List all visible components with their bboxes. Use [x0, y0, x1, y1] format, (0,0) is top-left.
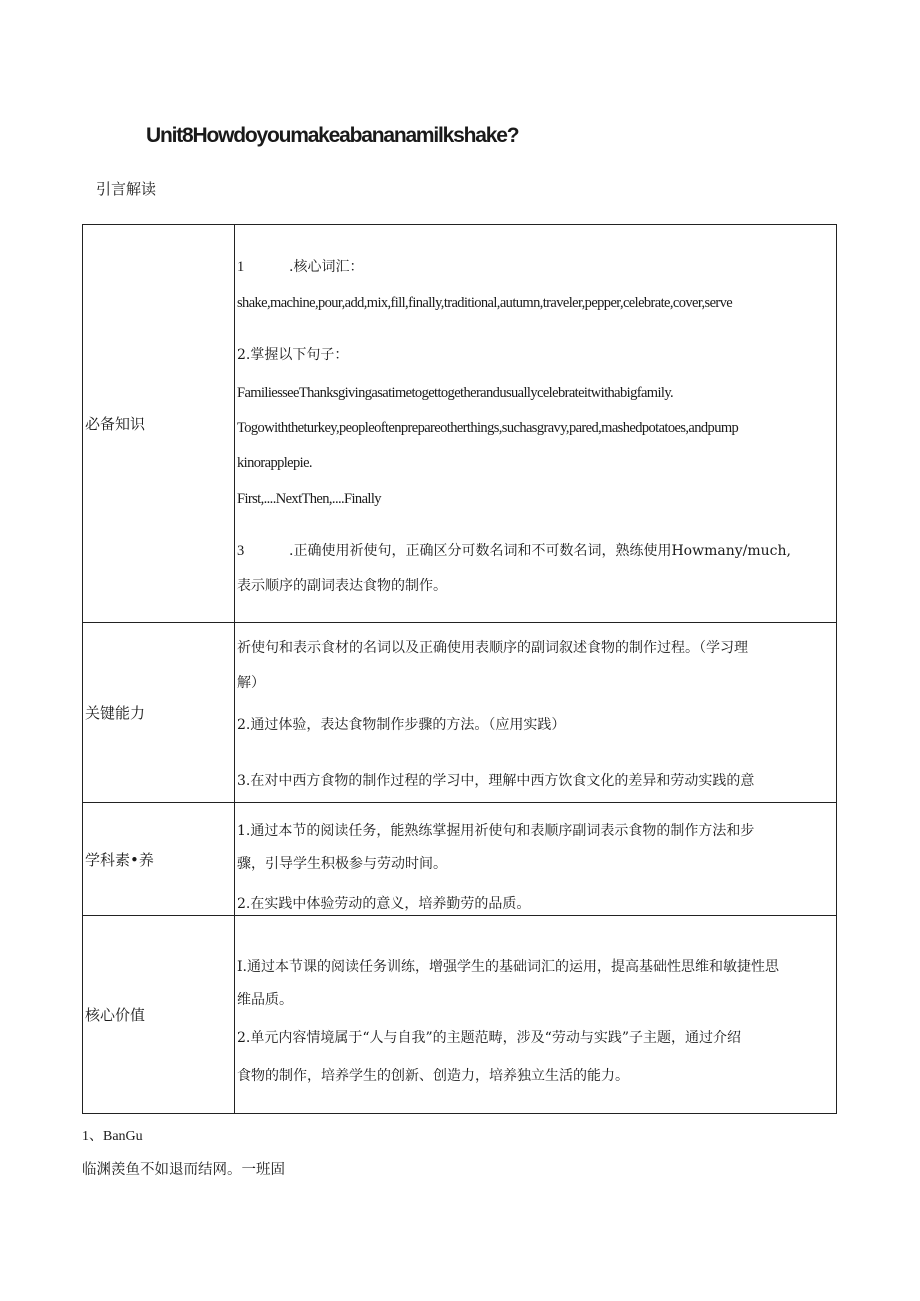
ability-item-1: 祈使句和表示食材的名词以及正确使用表顺序的副词叙述食物的制作过程。（学习理	[237, 640, 748, 656]
literacy-content	[235, 803, 836, 915]
knowledge-item-3: 3 .正确使用祈使句，正确区分可数名词和不可数名词，熟练使用Howmany/much,	[237, 543, 791, 559]
values-item-2: 2.单元内容情境属于“人与自我”的主题范畴，涉及“劳动与实践”子主题，通过介绍	[237, 1030, 741, 1046]
knowledge-item-2: 2.掌握以下句子：	[237, 347, 349, 363]
ability-item-3: 3.在对中西方食物的制作过程的学习中，理解中西方饮食文化的差异和劳动实践的意	[237, 773, 755, 789]
row-label-cell	[83, 623, 235, 803]
table-row-knowledge	[83, 225, 837, 623]
knowledge-content	[235, 225, 836, 622]
quote-source: 1、BanGu	[82, 1129, 143, 1144]
values-content	[235, 916, 836, 1113]
row-label-cell	[83, 803, 235, 916]
ability-item-2: 2.通过体验，表达食物制作步骤的方法。（应用实践）	[237, 717, 566, 733]
quote-text: 临渊羡鱼不如退而结网。一班固	[82, 1162, 285, 1178]
row-label-knowledge: 必备知识	[85, 415, 146, 433]
row-content-cell	[235, 623, 837, 803]
table-row-ability	[83, 623, 837, 803]
row-label-ability: 关键能力	[85, 704, 146, 722]
values-item-1: I.通过本节课的阅读任务训练，增强学生的基础词汇的运用，提高基础性思维和敏捷性思	[237, 959, 779, 975]
objectives-table	[82, 224, 837, 1114]
row-label-literacy: 学科素•养	[85, 850, 154, 869]
sentence-line: First,....NextThen,....Finally	[237, 491, 381, 507]
sentence-line: FamiliesseeThanksgivingasatimetogettogetherandusuallycelebrateitwithabigfamily.	[237, 385, 674, 401]
row-content-cell	[235, 916, 837, 1114]
row-label-cell	[83, 916, 235, 1114]
row-content-cell	[235, 803, 837, 916]
knowledge-item-3-cont: 表示顺序的副词表达食物的制作。	[237, 578, 447, 594]
ability-content	[235, 623, 836, 802]
values-item-1-cont: 维品质。	[237, 992, 293, 1008]
literacy-item-1-cont: 骤，引导学生积极参与劳动时间。	[237, 856, 447, 872]
sentence-line: kinorapplepie.	[237, 455, 312, 471]
row-content-cell	[235, 225, 837, 623]
sentence-line: Togowiththeturkey,peopleoftenprepareotherthings,suchasgravy,pared,mashedpotatoes,andpump	[237, 420, 739, 436]
knowledge-item-1: 1 .核心词汇：	[237, 259, 364, 275]
row-label-values: 核心价值	[85, 1006, 146, 1024]
section-heading: 引言解读	[96, 180, 157, 198]
ability-item-1-cont: 解）	[237, 675, 265, 691]
literacy-item-2: 2.在实践中体验劳动的意义，培养勤劳的品质。	[237, 896, 531, 912]
vocabulary-list: shake,machine,pour,add,mix,fill,finally,traditional,autumn,traveler,pepper,celebrate,cover,serve	[237, 295, 733, 311]
literacy-item-1: 1.通过本节的阅读任务，能熟练掌握用祈使句和表顺序副词表示食物的制作方法和步	[237, 823, 755, 839]
table-row-values	[83, 916, 837, 1114]
page-title: Unit8Howdoyoumakeabananamilkshake?	[146, 124, 519, 147]
table-row-literacy	[83, 803, 837, 916]
row-label-cell	[83, 225, 235, 623]
values-item-2-cont: 食物的制作，培养学生的创新、创造力，培养独立生活的能力。	[237, 1068, 629, 1084]
